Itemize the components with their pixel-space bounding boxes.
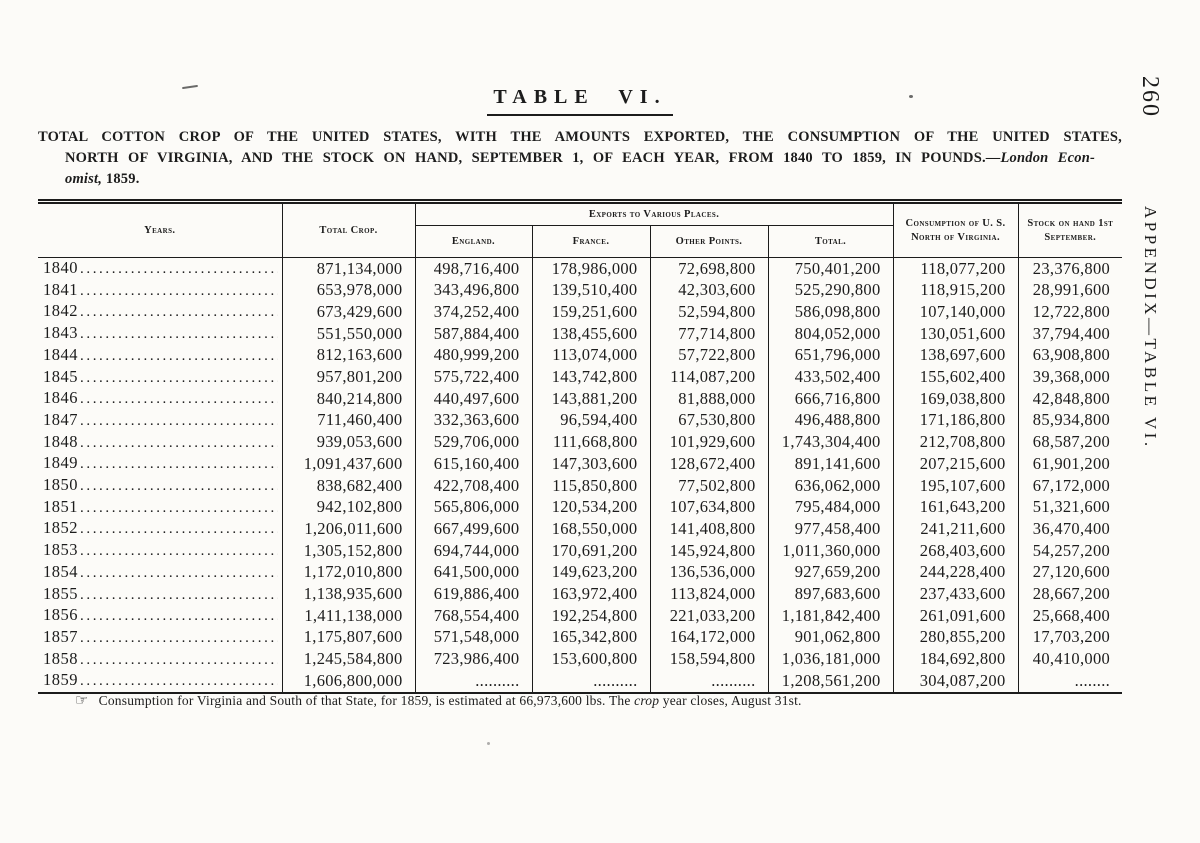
france-cell: 138,455,600: [532, 323, 650, 345]
exports-total-cell: 891,141,600: [768, 453, 893, 475]
consumption-cell: 207,215,600: [893, 453, 1018, 475]
table-row: [38, 388, 1122, 410]
page-number: 260: [1137, 76, 1163, 118]
exports-total-cell: 586,098,800: [768, 301, 893, 323]
other-points-cell: 72,698,800: [650, 258, 768, 280]
consumption-cell: 212,708,800: [893, 432, 1018, 454]
france-cell: 147,303,600: [532, 453, 650, 475]
year-text: 1845: [43, 366, 78, 386]
exports-total-cell: 651,796,000: [768, 345, 893, 367]
table-row: [38, 410, 1122, 432]
caption-line-1: TOTAL COTTON CROP OF THE UNITED STATES, WITH THE AMOUNTS EXPORTED, THE CONSUMPTION OF THE UNITED STATES,: [38, 129, 1122, 145]
dot-leader: [80, 453, 278, 475]
appendix-side-label: APPENDIX—TABLE VI.: [1141, 206, 1160, 450]
year-cell: [38, 367, 282, 389]
exports-total-cell: 750,401,200: [768, 258, 893, 280]
dot-leader: [80, 475, 278, 497]
consumption-cell: 138,697,600: [893, 345, 1018, 367]
other-points-cell: 158,594,800: [650, 649, 768, 671]
table-row: [38, 475, 1122, 497]
france-cell: 165,342,800: [532, 627, 650, 649]
header-france: France.: [532, 226, 650, 258]
dot-leader: [80, 605, 278, 627]
exports-total-cell: 927,659,200: [768, 562, 893, 584]
total-crop-cell: 1,305,152,800: [282, 540, 415, 562]
stock-cell: 12,722,800: [1018, 301, 1122, 323]
france-cell: 120,534,200: [532, 497, 650, 519]
dot-leader: [80, 388, 278, 410]
exports-total-cell: 1,036,181,000: [768, 649, 893, 671]
stock-cell: 63,908,800: [1018, 345, 1122, 367]
england-cell: 694,744,000: [415, 540, 532, 562]
header-exports-group: Exports to Various Places.: [415, 202, 893, 226]
dot-leader: [80, 367, 278, 389]
year-text: 1847: [43, 409, 78, 429]
france-cell: 178,986,000: [532, 258, 650, 280]
france-cell: 149,623,200: [532, 562, 650, 584]
year-cell: [38, 280, 282, 302]
caption-source-italic: London Econ-: [1000, 150, 1095, 167]
year-text: 1851: [43, 496, 78, 516]
stock-cell: 37,794,400: [1018, 323, 1122, 345]
table-body: [38, 258, 1122, 694]
stock-cell: 68,587,200: [1018, 432, 1122, 454]
england-cell: ..........: [415, 670, 532, 693]
exports-total-cell: 1,743,304,400: [768, 432, 893, 454]
france-cell: 159,251,600: [532, 301, 650, 323]
dot-leader: [80, 280, 278, 302]
header-total-crop: Total Crop.: [282, 202, 415, 258]
year-cell: [38, 258, 282, 280]
year-cell: [38, 497, 282, 519]
year-cell: [38, 475, 282, 497]
other-points-cell: 145,924,800: [650, 540, 768, 562]
other-points-cell: 57,722,800: [650, 345, 768, 367]
year-cell: [38, 323, 282, 345]
dot-leader: [80, 345, 278, 367]
exports-total-cell: 1,181,842,400: [768, 605, 893, 627]
total-crop-cell: 1,138,935,600: [282, 584, 415, 606]
table-row: [38, 605, 1122, 627]
stock-cell: 42,848,800: [1018, 388, 1122, 410]
table-row: [38, 432, 1122, 454]
total-crop-cell: 551,550,000: [282, 323, 415, 345]
france-cell: 115,850,800: [532, 475, 650, 497]
total-crop-cell: 957,801,200: [282, 367, 415, 389]
stock-cell: 40,410,000: [1018, 649, 1122, 671]
scan-speck: [487, 742, 490, 745]
footnote-text-cont: year closes, August 31st.: [662, 693, 802, 708]
year-cell: [38, 605, 282, 627]
other-points-cell: ..........: [650, 670, 768, 693]
table-row: [38, 301, 1122, 323]
dot-leader: [80, 518, 278, 540]
table-row: [38, 323, 1122, 345]
total-crop-cell: 1,175,807,600: [282, 627, 415, 649]
other-points-cell: 128,672,400: [650, 453, 768, 475]
stock-cell: 39,368,000: [1018, 367, 1122, 389]
dot-leader: [80, 627, 278, 649]
exports-total-cell: 525,290,800: [768, 280, 893, 302]
total-crop-cell: 840,214,800: [282, 388, 415, 410]
other-points-cell: 221,033,200: [650, 605, 768, 627]
total-crop-cell: 1,091,437,600: [282, 453, 415, 475]
stock-cell: 27,120,600: [1018, 562, 1122, 584]
other-points-cell: 42,303,600: [650, 280, 768, 302]
header-stock: Stock on hand 1st September.: [1018, 202, 1122, 258]
exports-total-cell: 897,683,600: [768, 584, 893, 606]
year-cell: [38, 388, 282, 410]
stock-cell: 51,321,600: [1018, 497, 1122, 519]
total-crop-cell: 1,172,010,800: [282, 562, 415, 584]
france-cell: 111,668,800: [532, 432, 650, 454]
header-other-points: Other Points.: [650, 226, 768, 258]
exports-total-cell: 795,484,000: [768, 497, 893, 519]
exports-total-cell: 433,502,400: [768, 367, 893, 389]
dot-leader: [80, 301, 278, 323]
england-cell: 374,252,400: [415, 301, 532, 323]
england-cell: 619,886,400: [415, 584, 532, 606]
total-crop-cell: 653,978,000: [282, 280, 415, 302]
cotton-crop-table: [38, 199, 1122, 694]
year-cell: [38, 649, 282, 671]
france-cell: 192,254,800: [532, 605, 650, 627]
year-cell: [38, 453, 282, 475]
consumption-cell: 161,643,200: [893, 497, 1018, 519]
dot-leader: [80, 410, 278, 432]
caption-line-2: [65, 148, 1095, 169]
stock-cell: 67,172,000: [1018, 475, 1122, 497]
header-consumption: Consumption of U. S. North of Virginia.: [893, 202, 1018, 258]
caption-line-3: [65, 169, 1122, 190]
stock-cell: 54,257,200: [1018, 540, 1122, 562]
total-crop-cell: 1,606,800,000: [282, 670, 415, 693]
footnote-text: Consumption for Virginia and South of that State, for 1859, is estimated at 66,973,600 lbs. The: [98, 693, 631, 708]
total-crop-cell: 711,460,400: [282, 410, 415, 432]
consumption-cell: 130,051,600: [893, 323, 1018, 345]
year-text: 1843: [43, 323, 78, 343]
exports-total-cell: 804,052,000: [768, 323, 893, 345]
table-row: [38, 518, 1122, 540]
dot-leader: [80, 323, 278, 345]
total-crop-cell: 942,102,800: [282, 497, 415, 519]
table-row: [38, 649, 1122, 671]
footnote: [38, 691, 1122, 709]
dot-leader: [80, 497, 278, 519]
year-text: 1840: [43, 258, 78, 277]
year-text: 1854: [43, 561, 78, 581]
exports-total-cell: 636,062,000: [768, 475, 893, 497]
caption-source-year: 1859.: [105, 171, 140, 188]
england-cell: 615,160,400: [415, 453, 532, 475]
stock-cell: 28,991,600: [1018, 280, 1122, 302]
header-exports-total: Total.: [768, 226, 893, 258]
year-text: 1848: [43, 431, 78, 451]
consumption-cell: 155,602,400: [893, 367, 1018, 389]
manicule-icon: ☞: [75, 691, 89, 709]
year-cell: [38, 562, 282, 584]
other-points-cell: 136,536,000: [650, 562, 768, 584]
total-crop-cell: 838,682,400: [282, 475, 415, 497]
england-cell: 667,499,600: [415, 518, 532, 540]
france-cell: 143,881,200: [532, 388, 650, 410]
other-points-cell: 141,408,800: [650, 518, 768, 540]
table-row: [38, 562, 1122, 584]
france-cell: 163,972,400: [532, 584, 650, 606]
other-points-cell: 77,502,800: [650, 475, 768, 497]
other-points-cell: 114,087,200: [650, 367, 768, 389]
table-row: [38, 280, 1122, 302]
stock-cell: 17,703,200: [1018, 627, 1122, 649]
table-row: [38, 367, 1122, 389]
consumption-cell: 244,228,400: [893, 562, 1018, 584]
france-cell: 96,594,400: [532, 410, 650, 432]
france-cell: 113,074,000: [532, 345, 650, 367]
year-text: 1858: [43, 648, 78, 668]
footnote-italic-word: crop: [634, 693, 660, 708]
table-caption: [38, 127, 1122, 190]
consumption-cell: 304,087,200: [893, 670, 1018, 693]
dot-leader: [80, 584, 278, 606]
stock-cell: ........: [1018, 670, 1122, 693]
year-text: 1853: [43, 540, 78, 560]
total-crop-cell: 812,163,600: [282, 345, 415, 367]
table-row: [38, 497, 1122, 519]
england-cell: 422,708,400: [415, 475, 532, 497]
stock-cell: 25,668,400: [1018, 605, 1122, 627]
title-wrap: [38, 86, 1122, 116]
consumption-cell: 107,140,000: [893, 301, 1018, 323]
year-text: 1849: [43, 453, 78, 473]
france-cell: 168,550,000: [532, 518, 650, 540]
year-text: 1850: [43, 475, 78, 495]
dot-leader: [80, 432, 278, 454]
stock-cell: 36,470,400: [1018, 518, 1122, 540]
stock-cell: 23,376,800: [1018, 258, 1122, 280]
england-cell: 440,497,600: [415, 388, 532, 410]
year-cell: [38, 518, 282, 540]
consumption-cell: 169,038,800: [893, 388, 1018, 410]
france-cell: 153,600,800: [532, 649, 650, 671]
other-points-cell: 81,888,000: [650, 388, 768, 410]
consumption-cell: 118,077,200: [893, 258, 1018, 280]
table-title: TABLE VI.: [487, 86, 672, 116]
table-header: [38, 202, 1122, 258]
england-cell: 641,500,000: [415, 562, 532, 584]
consumption-cell: 268,403,600: [893, 540, 1018, 562]
year-text: 1856: [43, 605, 78, 625]
total-crop-cell: 1,411,138,000: [282, 605, 415, 627]
england-cell: 571,548,000: [415, 627, 532, 649]
stock-cell: 85,934,800: [1018, 410, 1122, 432]
england-cell: 565,806,000: [415, 497, 532, 519]
year-text: 1859: [43, 670, 78, 690]
other-points-cell: 101,929,600: [650, 432, 768, 454]
dot-leader: [80, 258, 278, 280]
exports-total-cell: 901,062,800: [768, 627, 893, 649]
england-cell: 498,716,400: [415, 258, 532, 280]
year-cell: [38, 345, 282, 367]
year-text: 1841: [43, 279, 78, 299]
year-text: 1852: [43, 518, 78, 538]
table-row: [38, 540, 1122, 562]
england-cell: 332,363,600: [415, 410, 532, 432]
stock-cell: 61,901,200: [1018, 453, 1122, 475]
exports-total-cell: 977,458,400: [768, 518, 893, 540]
dot-leader: [80, 670, 278, 692]
year-cell: [38, 670, 282, 693]
table-row: [38, 627, 1122, 649]
england-cell: 480,999,200: [415, 345, 532, 367]
table-row: [38, 258, 1122, 280]
other-points-cell: 164,172,000: [650, 627, 768, 649]
other-points-cell: 67,530,800: [650, 410, 768, 432]
year-cell: [38, 540, 282, 562]
other-points-cell: 113,824,000: [650, 584, 768, 606]
table-row: [38, 345, 1122, 367]
england-cell: 723,986,400: [415, 649, 532, 671]
stock-cell: 28,667,200: [1018, 584, 1122, 606]
year-cell: [38, 301, 282, 323]
dot-leader: [80, 540, 278, 562]
france-cell: 139,510,400: [532, 280, 650, 302]
total-crop-cell: 673,429,600: [282, 301, 415, 323]
consumption-cell: 280,855,200: [893, 627, 1018, 649]
year-cell: [38, 432, 282, 454]
table-row: [38, 453, 1122, 475]
year-cell: [38, 627, 282, 649]
total-crop-cell: 1,245,584,800: [282, 649, 415, 671]
consumption-cell: 184,692,800: [893, 649, 1018, 671]
table-row: [38, 584, 1122, 606]
caption-line-2-main: NORTH OF VIRGINIA, AND THE STOCK ON HAND, SEPTEMBER 1, OF EACH YEAR, FROM 1840 TO 1859, IN POUNDS.—: [65, 150, 1001, 167]
exports-total-cell: 496,488,800: [768, 410, 893, 432]
other-points-cell: 77,714,800: [650, 323, 768, 345]
england-cell: 343,496,800: [415, 280, 532, 302]
consumption-cell: 237,433,600: [893, 584, 1018, 606]
total-crop-cell: 939,053,600: [282, 432, 415, 454]
exports-total-cell: 666,716,800: [768, 388, 893, 410]
consumption-cell: 118,915,200: [893, 280, 1018, 302]
exports-total-cell: 1,011,360,000: [768, 540, 893, 562]
year-text: 1844: [43, 344, 78, 364]
header-england: England.: [415, 226, 532, 258]
total-crop-cell: 1,206,011,600: [282, 518, 415, 540]
france-cell: 143,742,800: [532, 367, 650, 389]
total-crop-cell: 871,134,000: [282, 258, 415, 280]
england-cell: 529,706,000: [415, 432, 532, 454]
dot-leader: [80, 562, 278, 584]
consumption-cell: 171,186,800: [893, 410, 1018, 432]
france-cell: ..........: [532, 670, 650, 693]
england-cell: 768,554,400: [415, 605, 532, 627]
year-text: 1842: [43, 301, 78, 321]
year-cell: [38, 410, 282, 432]
table-row: [38, 670, 1122, 693]
other-points-cell: 52,594,800: [650, 301, 768, 323]
exports-total-cell: 1,208,561,200: [768, 670, 893, 693]
england-cell: 587,884,400: [415, 323, 532, 345]
consumption-cell: 241,211,600: [893, 518, 1018, 540]
consumption-cell: 261,091,600: [893, 605, 1018, 627]
caption-source-italic-cont: omist,: [65, 171, 103, 188]
england-cell: 575,722,400: [415, 367, 532, 389]
other-points-cell: 107,634,800: [650, 497, 768, 519]
consumption-cell: 195,107,600: [893, 475, 1018, 497]
year-text: 1846: [43, 388, 78, 408]
year-text: 1855: [43, 583, 78, 603]
header-years: Years.: [38, 202, 282, 258]
france-cell: 170,691,200: [532, 540, 650, 562]
year-text: 1857: [43, 626, 78, 646]
year-cell: [38, 584, 282, 606]
dot-leader: [80, 649, 278, 671]
